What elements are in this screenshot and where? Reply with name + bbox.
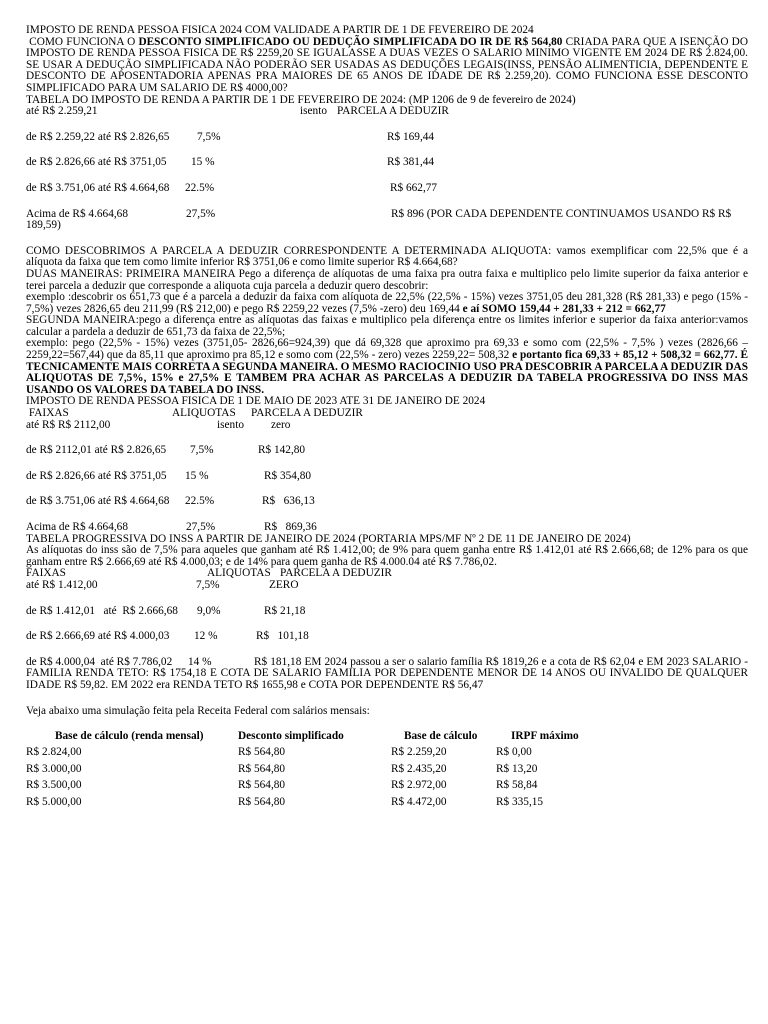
explanation-p4: SEGUNDA MANEIRA:pego a diferença entre as alíquotas das faixas e multiplico pela diferença entre os limites inferior e superior da faixa anterior:vamos calcular a pardela a deduzir de 651,73 da faixa de 22,5%;	[26, 314, 748, 338]
table2023-row	[26, 445, 748, 457]
table2023-range: Acima de R$ 4.664,68	[26, 521, 128, 533]
table2024-row	[26, 209, 748, 232]
table2024-range: Acima de R$ 4.664,68	[26, 207, 128, 220]
simulation-row	[26, 747, 596, 764]
table2023-range: de R$ 2112,01 até R$ 2.826,65	[26, 444, 167, 457]
explanation-p3-bold: e aí SOMO 159,44 + 281,33 + 212 = 662,77	[462, 302, 666, 315]
table2023-header	[26, 408, 748, 420]
inss-col-deduct: PARCELA A DEDUZIR	[280, 567, 392, 580]
simulation-cell: R$ 564,80	[238, 762, 286, 775]
table2023-rate: 15 %	[185, 469, 209, 482]
simulation-cell: R$ 564,80	[238, 779, 286, 792]
explanation-p3-text: exemplo :descobrir os 651,73 que é a parcela a deduzir da faixa com alíquota de 22,5% (22,5% - 15%) vezes 3751,05 deu 281,328 (R$ 281,33) e pego (15% - 7,5%) vezes 2826,65 deu 211,99 (R$ 212,00) e pego R$ 2259,22 vezes (7,5% -zero) deu 169,44	[26, 291, 748, 315]
table2023-first-deduct: zero	[271, 418, 291, 431]
table2023-col-rate: ALIQUOTAS	[172, 407, 236, 420]
inss-range: de R$ 1.412,01 até R$ 2.666,68	[26, 604, 178, 617]
table2024-deduct: R$ 662,77	[390, 181, 438, 194]
simulation-cell: R$ 58,84	[496, 779, 538, 792]
inss-deduct: R$ 21,18	[264, 604, 306, 617]
table2023-deduct: R$ 142,80	[258, 444, 306, 457]
simulation-intro: Veja abaixo uma simulação feita pela Receita Federal com salários mensais:	[26, 704, 370, 717]
table2023-first-range: até R$ R$ 2112,00	[26, 418, 111, 431]
inss-last-text: R$ 181,18 EM 2024 passou a ser o salario família R$ 1819,26 e a cota de R$ 62,04 e EM 2023 SALARIO -FAMILIA RENDA TETO: R$ 1754,18 E COTA DE SALARIO FAMILIA POR DEPENDENTE MENOR DE 14 ANOS OU INVALIDO DE QUALQUER IDADE R$ 59,82. EM 2022 era RENDA TETO R$ 1655,98 e COTA POR DEPENDENTE R$ 56,47	[26, 655, 748, 691]
table2024-col-deduct: PARCELA A DEDUZIR	[337, 105, 449, 118]
table2024-deduct: R$ 896 (POR CADA DEPENDENTE CONTINUAMOS USANDO R$ R$ 189,59)	[26, 207, 732, 232]
simulation-cell: R$ 13,20	[496, 762, 538, 775]
simulation-row	[26, 780, 596, 797]
table2023-deduct: R$ 636,13	[262, 495, 315, 508]
simulation-header: IRPF máximo	[511, 730, 579, 743]
simulation-cell: R$ 3.500,00	[26, 779, 82, 792]
table2024-first-rate: isento	[300, 105, 327, 118]
table2023-deduct: R$ 354,80	[264, 469, 312, 482]
simulation-cell: R$ 564,80	[238, 795, 286, 808]
inss-col-rate: ALIQUOTAS	[207, 567, 271, 580]
simulation-header-row	[26, 730, 596, 747]
simulation-header: Desconto simplificado	[238, 730, 344, 743]
table2023-first-row	[26, 420, 748, 432]
explanation-p3	[26, 292, 748, 315]
simulation-cell: R$ 0,00	[496, 746, 532, 759]
inss-range: até R$ 1.412,00	[26, 578, 98, 591]
table2023-row	[26, 522, 748, 534]
table2024-rate: 15 %	[191, 156, 215, 169]
inss-header	[26, 568, 748, 580]
inss-title: TABELA PROGRESSIVA DO INSS A PARTIR DE JANEIRO DE 2024 (PORTARIA MPS/MF Nº 2 DE 11 DE JANEIRO DE 2024)	[26, 532, 631, 545]
intro-text-1: COMO FUNCIONA O	[26, 35, 139, 48]
table2024-deduct: R$ 381,44	[387, 156, 435, 169]
table2024-row	[26, 183, 748, 195]
simulation-cell: R$ 335,15	[496, 795, 544, 808]
simulation-cell: R$ 2.259,20	[391, 746, 447, 759]
inss-row	[26, 606, 748, 618]
inss-last-range: de R$ 4.000,04 até R$ 7.786,02	[26, 655, 173, 668]
table2024-first-row	[26, 106, 748, 118]
table2024-range: de R$ 2.259,22 até R$ 2.826,65	[26, 130, 170, 143]
explanation-p2: DUAS MANEIRAS: PRIMEIRA MANEIRA Pego a diferença de alíquotas de uma faixa pra outra faixa e multiplico pelo limite superior da faixa anterior e terei parcela a deduzir que corresponde a aliquota cuja parcela a deduzir quero descobrir:	[26, 267, 748, 292]
table2024-row	[26, 157, 748, 169]
table2024-first-range: até R$ 2.259,21	[26, 105, 98, 118]
inss-row	[26, 631, 748, 643]
table2023-rate: 7,5%	[190, 444, 214, 457]
simulation-cell: R$ 4.472,00	[391, 795, 447, 808]
simulation-row	[26, 764, 596, 781]
intro-text-2: CRIADA PARA QUE A ISENÇÃO DO IMPOSTO DE RENDA PESSOA FISICA DE R$ 2259,20 SE IGUALASSE A DUAS VEZES O SALARIO MINIMO VIGENTE EM 2024 DE R$ 2.824,00. SE USAR A DEDUÇÃO SIMPLIFICADA NÃO PODERÃO SER USADAS AS DEDUÇÕES LEGAIS(INSS, PENSÃO ALIMENTICIA, DEPENDENTE E DESCONTO DE APOSENTADORIA APENAS PRA MAIORES DE 65 ANOS DE IDADE DE R$ 2.259,20). COMO FUNCIONA ESSE DESCONTO SIMPLIFICADO PARA UM SALARIO DE R$ 4000,00?	[26, 35, 748, 94]
document-heading: IMPOSTO DE RENDA PESSOA FISICA 2024 COM VALIDADE A PARTIR DE 1 DE FEVEREIRO DE 2024	[26, 24, 534, 36]
inss-deduct: ZERO	[269, 578, 299, 591]
table2023-range: de R$ 2.826,66 até R$ 3751,05	[26, 469, 167, 482]
table2024-range: de R$ 2.826,66 até R$ 3751,05	[26, 156, 167, 169]
inss-rate: 12 %	[194, 630, 218, 643]
explanation-p5-bold: e portanto fica 69,33 + 85,12 + 508,32 = 662,77. É TECNICAMENTE MAIS CORRETA A SEGUNDA MANEIRA. O MESMO RACIOCINIO USO PRA DESCOBRIR A PARCELA A DEDUZIR DAS ALIQUOTAS DE 7,5%, 15% e 27,5% E TAMBEM PRA ACHAR AS PARCELAS A DEDUZIR DA TABELA PROGRESSIVA DO INSS MAS USANDO OS VALORES DA TABELA DO INSS.	[26, 349, 749, 396]
explanation-p5-text: exemplo: pego (22,5% - 15%) vezes (3751,05- 2826,66=924,39) que dá 69,328 que aproximo pra 69,33 e somo com (22,5% - 7,5% ) vezes (2826,66 – 2259,22=567,44) que da 85,11 que aproximo pra 85,12 e somo com (22,5% - zero) vezes 2259,22= 508,32	[26, 337, 748, 362]
table2024-deduct: R$ 169,44	[387, 130, 435, 143]
inss-description: As alíquotas do inss são de 7,5% para aqueles que ganham até R$ 1.412,00; de 9% para quem ganha entre R$ 1.412,01 até R$ 2.666,68; de 12% para os que ganham entre R$ 2.666,69 até R$ 4.000,03; e de 14% para quem ganha de R$ 4.000.04 até R$ 7.786,02.	[26, 544, 748, 568]
inss-range: de R$ 2.666,69 até R$ 4.000,03	[26, 630, 170, 643]
simulation-header: Base de cálculo	[404, 730, 478, 743]
inss-rate: 7,5%	[196, 578, 220, 591]
table2024-rate: 7,5%	[197, 130, 221, 143]
explanation-p5	[26, 338, 748, 396]
table2024-row	[26, 132, 748, 144]
table2024-rate: 22.5%	[185, 181, 215, 194]
simulation-cell: R$ 2.824,00	[26, 746, 82, 759]
inss-deduct: R$ 101,18	[256, 630, 309, 643]
table2024-range: de R$ 3.751,06 até R$ 4.664,68	[26, 181, 170, 194]
table2023-rate: 22.5%	[185, 495, 215, 508]
table2023-col-deduct: PARCELA A DEDUZIR	[251, 407, 363, 420]
simulation-cell: R$ 5.000,00	[26, 795, 82, 808]
table2023-row	[26, 496, 748, 508]
inss-col-faixas: FAIXAS	[26, 567, 66, 580]
simulation-cell: R$ 2.435,20	[391, 762, 447, 775]
table2024-title: TABELA DO IMPOSTO DE RENDA A PARTIR DE 1 DE FEVEREIRO DE 2024: (MP 1206 de 9 de fevereiro de 2024)	[26, 93, 576, 106]
table2024-rate: 27,5%	[186, 207, 216, 220]
simulation-header: Base de cálculo (renda mensal)	[55, 730, 204, 743]
table2023-title: IMPOSTO DE RENDA PESSOA FISICA DE 1 DE MAIO DE 2023 ATE 31 DE JANEIRO DE 2024	[26, 395, 486, 408]
inss-row	[26, 580, 748, 592]
simulation-cell: R$ 3.000,00	[26, 762, 82, 775]
inss-rate: 9,0%	[197, 604, 221, 617]
simulation-cell: R$ 564,80	[238, 746, 286, 759]
simulation-cell: R$ 2.972,00	[391, 779, 447, 792]
simulation-table	[26, 730, 596, 813]
document-body	[26, 25, 748, 813]
explanation-p1: COMO DESCOBRIMOS A PARCELA A DEDUZIR CORRESPONDENTE A DETERMINADA ALIQUOTA: vamos exemplificar com 22,5% que é a alíquota da faixa que tem como limite inferior R$ 3751,06 e como limite superior R$ 4.664,68?	[26, 244, 748, 269]
inss-last-rate: 14 %	[188, 655, 212, 668]
table2023-range: de R$ 3.751,06 até R$ 4.664,68	[26, 495, 170, 508]
table2023-deduct: R$ 869,36	[264, 521, 317, 533]
table2023-first-rate: isento	[217, 418, 244, 431]
inss-last-row	[26, 657, 748, 692]
table2023-row	[26, 471, 748, 483]
table2023-col-faixas: FAIXAS	[26, 407, 69, 420]
simulation-row	[26, 797, 596, 814]
intro-bold-1: DESCONTO SIMPLIFICADO OU DEDUÇÃO SIMPLIFICADA DO IR DE R$ 564,80	[138, 35, 563, 48]
intro-paragraph	[26, 37, 748, 95]
table2023-rate: 27,5%	[186, 521, 216, 533]
